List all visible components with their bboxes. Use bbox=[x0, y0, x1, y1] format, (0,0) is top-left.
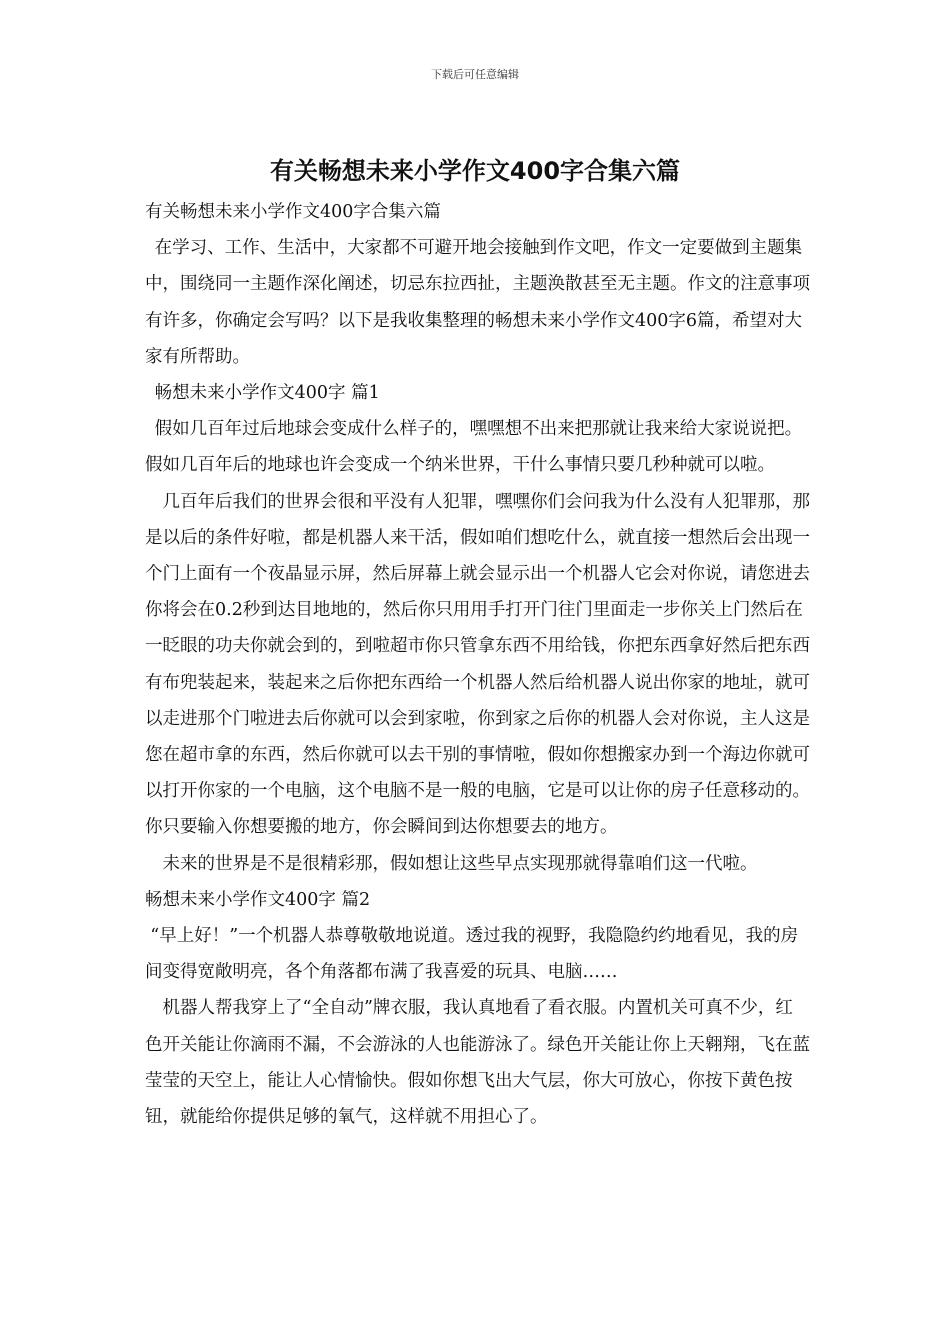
header-note: 下载后可任意编辑 bbox=[431, 68, 519, 81]
essay2-paragraph-1: “早上好！”一个机器人恭尊敬敬地说道。透过我的视野，我隐隐约约地看见，我的房间变得宽敞明亮，各个角落都布满了我喜爱的玩具、电脑…… bbox=[145, 926, 799, 983]
subtitle-line: 有关畅想未来小学作文400字合集六篇 bbox=[145, 202, 441, 222]
document-body bbox=[145, 194, 810, 1135]
essay1-paragraph-1: 假如几百年过后地球会变成什么样子的，嘿嘿想不出来把那就让我来给大家说说把。假如几百年后的地球也许会变成一个纳米世界，干什么事情只要几秒种就可以啦。 bbox=[145, 419, 803, 476]
intro-paragraph: 在学习、工作、生活中，大家都不可避开地会接触到作文吧，作文一定要做到主题集中，围绕同一主题作深化阐述，切忌东拉西扯，主题涣散甚至无主题。作文的注意事项有许多，你确定会写吗？以下是我收集整理的畅想未来小学作文400字6篇，希望对大家有所帮助。 bbox=[145, 238, 810, 367]
section-heading-2: 畅想未来小学作文400字 篇2 bbox=[145, 889, 371, 910]
essay2-paragraph-2: 机器人帮我穿上了“全自动”牌衣服，我认真地看了看衣服。内置机关可真不少，红色开关能让你滴雨不漏，不会游泳的人也能游泳了。绿色开关能让你上天翱翔，飞在蓝莹莹的天空上，能让人心情愉快。假如你想飞出大气层，你大可放心，你按下黄色按钮，就能给你提供足够的氧气，这样就不用担心了。 bbox=[145, 998, 810, 1128]
document-title: 有关畅想未来小学作文400字合集六篇 bbox=[269, 157, 681, 185]
section-heading-1: 畅想未来小学作文400字 篇1 bbox=[154, 383, 380, 404]
essay1-paragraph-2: 几百年后我们的世界会很和平没有人犯罪，嘿嘿你们会问我为什么没有人犯罪那，那是以后的条件好啦，都是机器人来干活，假如咱们想吃什么，就直接一想然后会出现一个门上面有一个夜晶显示屏，然后屏幕上就会显示出一个机器人它会对你说，请您进去你将会在0.2秒到达目地地的，然后你只用用手打开门往门里面走一步你关上门然后在一眨眼的功夫你就会到的，到啦超市你只管拿东西不用给钱，你把东西拿好然后把东西有布兜装起来，装起来之后你把东西给一个机器人然后给机器人说出你家的地址，就可以走进那个门啦进去后你就可以会到家啦，你到家之后你的机器人会对你说，主人这是您在超市拿的东西，然后你就可以去干别的事情啦，假如你想搬家办到一个海边你就可以打开你家的一个电脑，这个电脑不是一般的电脑，它是可以让你的房子任意移动的。你只要输入你想要搬的地方，你会瞬间到达你想要去的地方。 bbox=[145, 491, 810, 838]
essay1-paragraph-3: 未来的世界是不是很精彩那，假如想让这些早点实现那就得靠咱们这一代啦。 bbox=[162, 853, 758, 874]
